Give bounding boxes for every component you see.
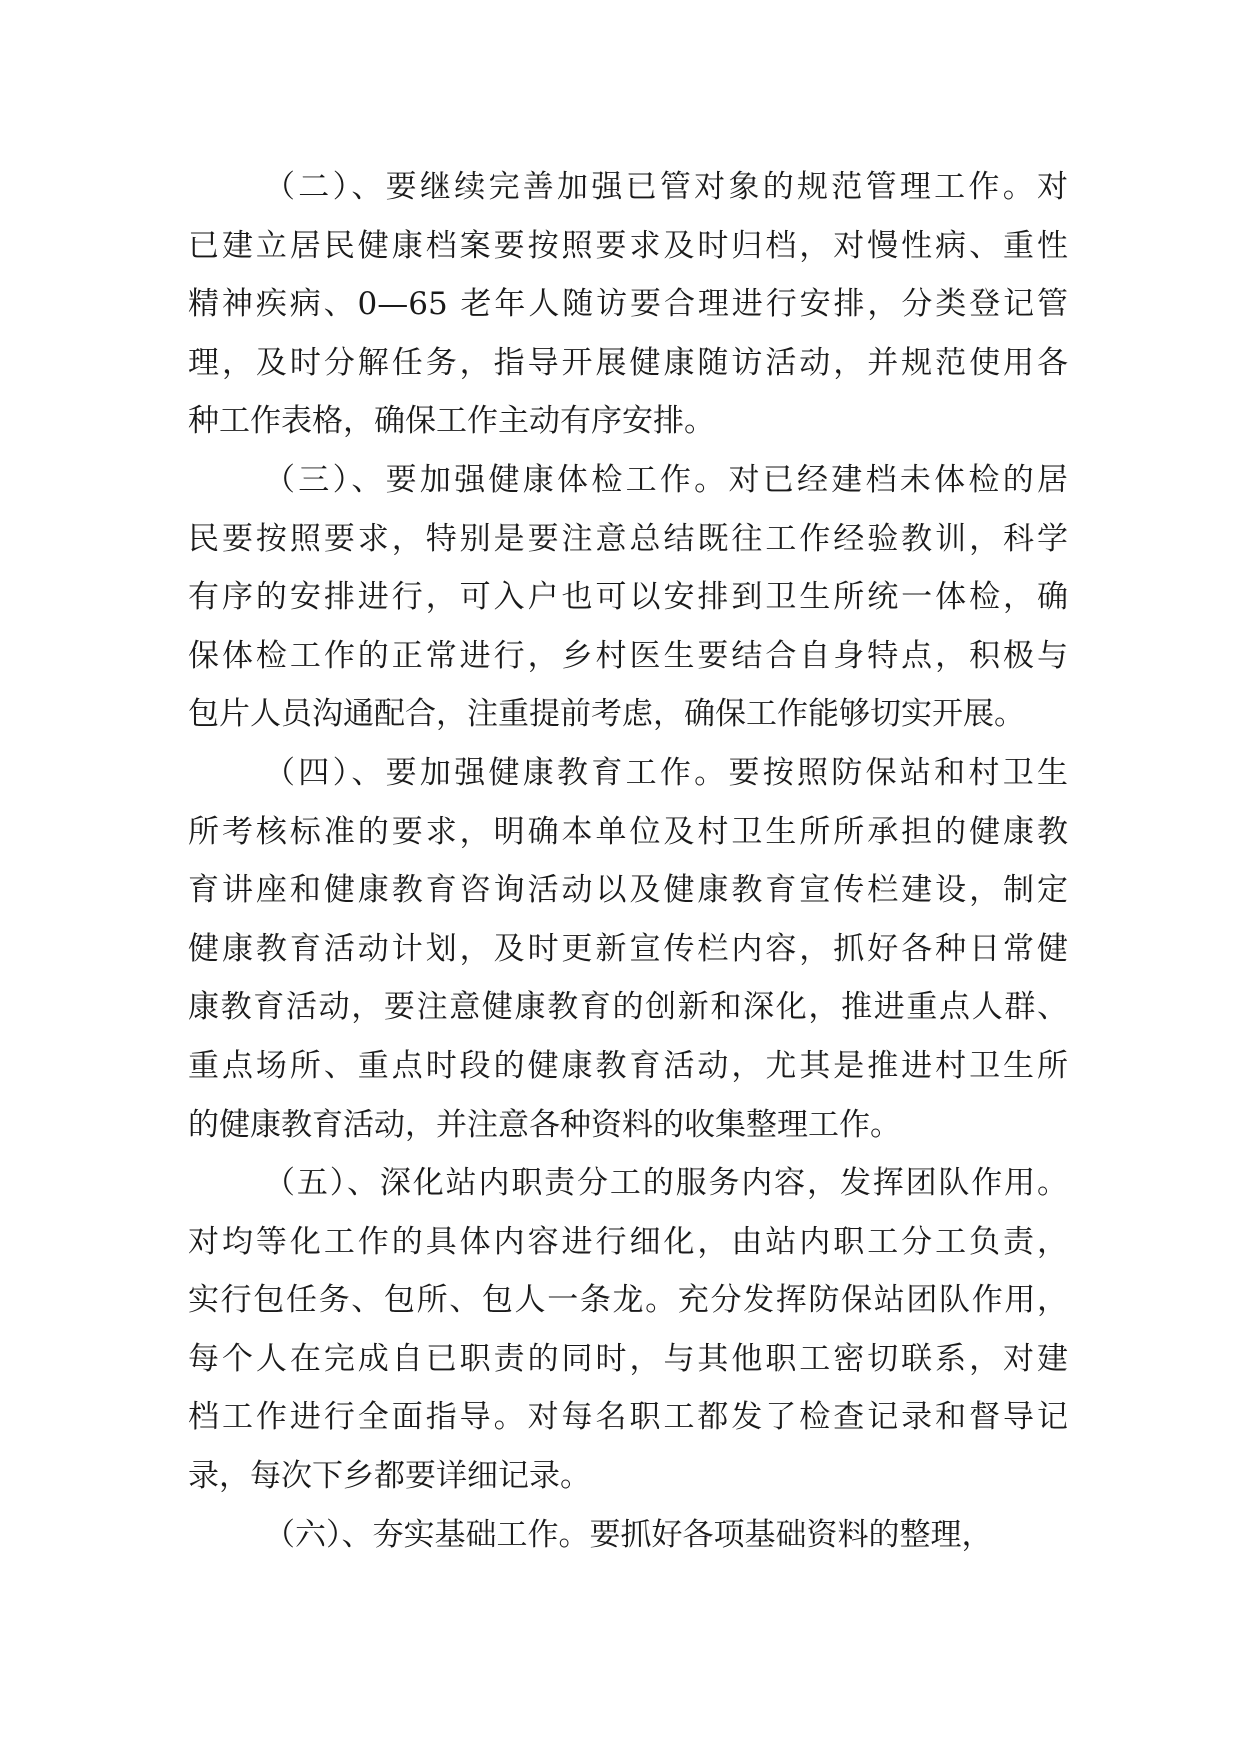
paragraph-2-line-3: 精神疾病、0—65 老年人随访要合理进行安排，分类登记管 [188, 286, 1068, 323]
document-body [188, 158, 1068, 1564]
paragraph-2-line-1: （二）、要继续完善加强已管对象的规范管理工作。对 [264, 169, 1068, 205]
paragraph-5-line-3: 实行包任务、包所、包人一条龙。充分发挥防保站团队作用， [188, 1282, 1068, 1319]
paragraph-4-line-7: 的健康教育活动，并注意各种资料的收集整理工作。 [188, 1106, 901, 1143]
paragraph-6-line-1: （六）、夯实基础工作。要抓好各项基础资料的整理， [264, 1516, 993, 1553]
paragraph-5-line-5: 档工作进行全面指导。对每名职工都发了检查记录和督导记 [188, 1399, 1068, 1436]
paragraph-3-line-4: 保体检工作的正常进行，乡村医生要结合自身特点，积极与 [188, 637, 1068, 674]
paragraph-4-line-4: 健康教育活动计划，及时更新宣传栏内容，抓好各种日常健 [188, 930, 1068, 967]
paragraph-2-line-4: 理，及时分解任务，指导开展健康随访活动，并规范使用各 [188, 344, 1068, 381]
paragraph-2-line-2: 已建立居民健康档案要按照要求及时归档，对慢性病、重性 [188, 227, 1068, 264]
paragraph-4-line-1: （四）、要加强健康教育工作。要按照防保站和村卫生 [264, 754, 1068, 791]
paragraph-4-line-5: 康教育活动，要注意健康教育的创新和深化，推进重点人群、 [188, 989, 1068, 1026]
paragraph-2-line-5: 种工作表格，确保工作主动有序安排。 [188, 403, 715, 440]
paragraph-5-line-6: 录，每次下乡都要详细记录。 [188, 1458, 591, 1495]
paragraph-5-line-1: （五）、深化站内职责分工的服务内容，发挥团队作用。 [264, 1165, 1068, 1202]
paragraph-4-line-2: 所考核标准的要求，明确本单位及村卫生所所承担的健康教 [188, 813, 1068, 850]
paragraph-4-line-6: 重点场所、重点时段的健康教育活动，尤其是推进村卫生所 [188, 1047, 1068, 1084]
paragraph-5-line-2: 对均等化工作的具体内容进行细化，由站内职工分工负责， [188, 1223, 1068, 1260]
paragraph-3-line-2: 民要按照要求，特别是要注意总结既往工作经验教训，科学 [188, 520, 1068, 557]
paragraph-5-line-4: 每个人在完成自已职责的同时，与其他职工密切联系，对建 [188, 1340, 1068, 1377]
paragraph-3-line-1: （三）、要加强健康体检工作。对已经建档未体检的居 [264, 461, 1068, 498]
paragraph-3-line-3: 有序的安排进行，可入户也可以安排到卫生所统一体检，确 [188, 579, 1068, 616]
paragraph-4-line-3: 育讲座和健康教育咨询活动以及健康教育宣传栏建设，制定 [188, 872, 1068, 909]
paragraph-3-line-5: 包片人员沟通配合，注重提前考虑，确保工作能够切实开展。 [188, 696, 1025, 733]
